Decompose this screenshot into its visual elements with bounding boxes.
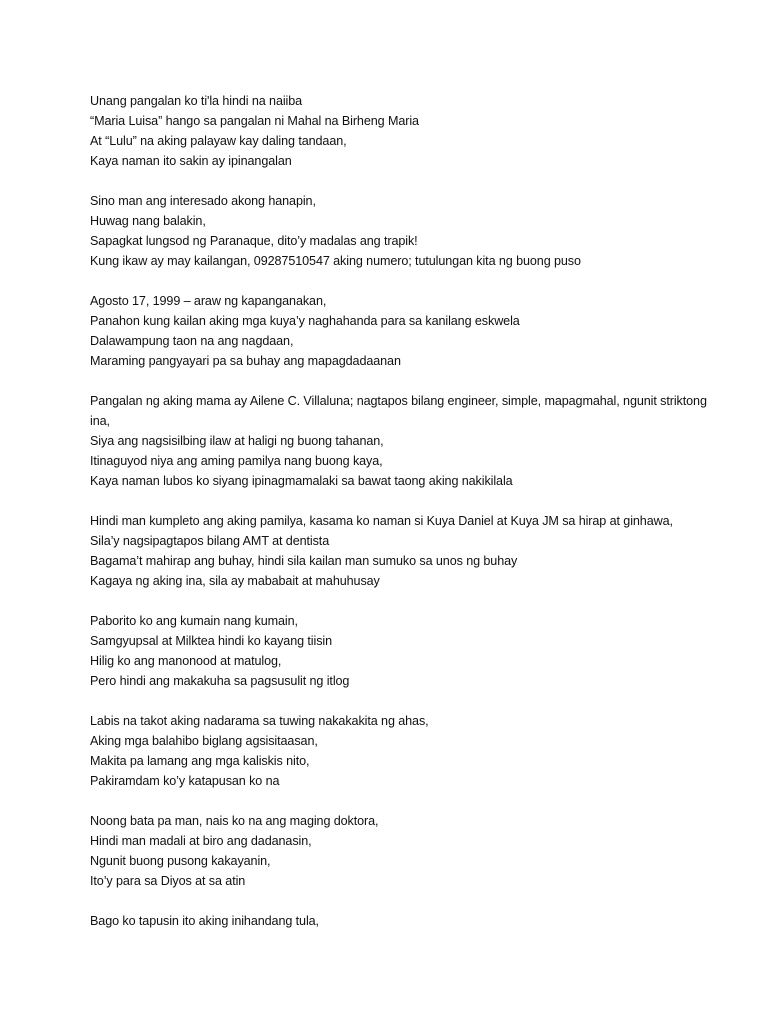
poem-line: Ngunit buong pusong kakayanin, (90, 854, 271, 868)
poem-line: Aking mga balahibo biglang agsisitaasan, (90, 734, 318, 748)
stanza-8 (90, 811, 710, 891)
poem-line: Pakiramdam ko’y katapusan ko na (90, 774, 280, 788)
poem-line: Bagama’t mahirap ang buhay, hindi sila kailan man sumuko sa unos ng buhay (90, 554, 518, 568)
stanza-4 (90, 391, 710, 491)
poem-line: Dalawampung taon na ang nagdaan, (90, 334, 294, 348)
poem-line: Sino man ang interesado akong hanapin, (90, 194, 316, 208)
poem-line: Siya ang nagsisilbing ilaw at haligi ng buong tahanan, (90, 434, 384, 448)
poem-line: “Maria Luisa” hango sa pangalan ni Mahal na Birheng Maria (90, 114, 419, 128)
poem-line: Pero hindi ang makakuha sa pagsusulit ng itlog (90, 674, 350, 688)
poem-line: Agosto 17, 1999 – araw ng kapanganakan, (90, 294, 327, 308)
poem-line: Kaya naman ito sakin ay ipinangalan (90, 154, 292, 168)
poem-line: Huwag nang balakin, (90, 214, 206, 228)
poem-line: Unang pangalan ko ti'la hindi na naiiba (90, 94, 303, 108)
stanza-6 (90, 611, 710, 691)
poem-line: At “Lulu” na aking palayaw kay daling tandaan, (90, 134, 347, 148)
poem-line: Hindi man kumpleto ang aking pamilya, kasama ko naman si Kuya Daniel at Kuya JM sa hirap at ginhawa, (90, 514, 673, 528)
stanza-9 (90, 911, 710, 931)
poem-line: Pangalan ng aking mama ay Ailene C. Villaluna; nagtapos bilang engineer, simple, mapagmahal, ngunit striktong ina, (90, 394, 707, 428)
stanza-2 (90, 191, 710, 271)
poem-line: Kung ikaw ay may kailangan, 09287510547 aking numero; tutulungan kita ng buong puso (90, 254, 581, 268)
poem-line: Sapagkat lungsod ng Paranaque, dito’y madalas ang trapik! (90, 234, 418, 248)
stanza-7 (90, 711, 710, 791)
poem-line: Samgyupsal at Milktea hindi ko kayang tiisin (90, 634, 333, 648)
poem-line: Maraming pangyayari pa sa buhay ang mapagdadaanan (90, 354, 401, 368)
poem-line: Bago ko tapusin ito aking inihandang tula, (90, 914, 319, 928)
poem-line: Kagaya ng aking ina, sila ay mababait at mahuhusay (90, 574, 380, 588)
poem-line: Makita pa lamang ang mga kaliskis nito, (90, 754, 310, 768)
poem-line: Noong bata pa man, nais ko na ang maging doktora, (90, 814, 379, 828)
stanza-5 (90, 511, 710, 591)
poem-line: Labis na takot aking nadarama sa tuwing nakakakita ng ahas, (90, 714, 429, 728)
poem-line: Paborito ko ang kumain nang kumain, (90, 614, 298, 628)
poem-body (90, 91, 710, 951)
poem-line: Itinaguyod niya ang aming pamilya nang buong kaya, (90, 454, 383, 468)
poem-line: Ito’y para sa Diyos at sa atin (90, 874, 246, 888)
poem-line: Kaya naman lubos ko siyang ipinagmamalaki sa bawat taong aking nakikilala (90, 474, 513, 488)
stanza-3 (90, 291, 710, 371)
poem-line: Sila’y nagsipagtapos bilang AMT at dentista (90, 534, 330, 548)
poem-line: Hindi man madali at biro ang dadanasin, (90, 834, 312, 848)
poem-line: Panahon kung kailan aking mga kuya’y naghahanda para sa kanilang eskwela (90, 314, 520, 328)
stanza-1 (90, 91, 710, 171)
poem-line: Hilig ko ang manonood at matulog, (90, 654, 282, 668)
